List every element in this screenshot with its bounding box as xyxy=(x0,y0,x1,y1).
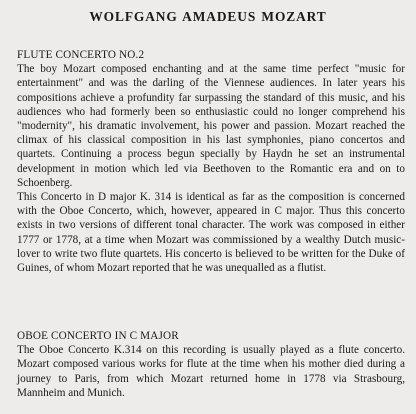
paragraph: The Oboe Concerto K.314 on this recording is usually played as a flute concerto. Mozart composed various works for flute at the time when his mother died during a journey to Paris, from which Mozart returned home in 1778 via Strasbourg, Mannheim and Munich. xyxy=(17,344,405,399)
document-title: WOLFGANG AMADEUS MOZART xyxy=(89,9,327,24)
paragraph: The boy Mozart composed enchanting and at the same time perfect "music for entertainment" and was the darling of the Viennese audiences. In later years his compositions achieve a profundity far surpassing the standard of this music, and his audiences who had formerly been so enthusiastic could no longer comprehend his "modernity", his dramatic involvement, his power and passion. Mozart reached the climax of his classical composition in his last symphonies, piano concertos and quartets. Continuing a process begun specially by Haydn he set an instrumental development in motion which led via Beethoven to the Romantic era and on to Schoenberg. xyxy=(17,63,405,189)
section-heading: FLUTE CONCERTO NO.2 xyxy=(17,49,145,61)
paragraph: This Concerto in D major K. 314 is identical as far as the composition is concerned with the Oboe Concerto, which, however, appeared in C major. Thus this concerto exists in two versions of different tonal character. The work was composed in either 1777 or 1778, at a time when Mozart was commissioned by a wealthy Dutch music-lover to write two flute quartets. His concerto is believed to be written for the Duke of Guines, of whom Mozart reported that he was unequalled as a flutist. xyxy=(17,191,405,275)
section-heading: OBOE CONCERTO IN C MAJOR xyxy=(17,330,179,342)
section-flute-concerto xyxy=(17,48,405,275)
section-oboe-concerto xyxy=(17,329,405,400)
